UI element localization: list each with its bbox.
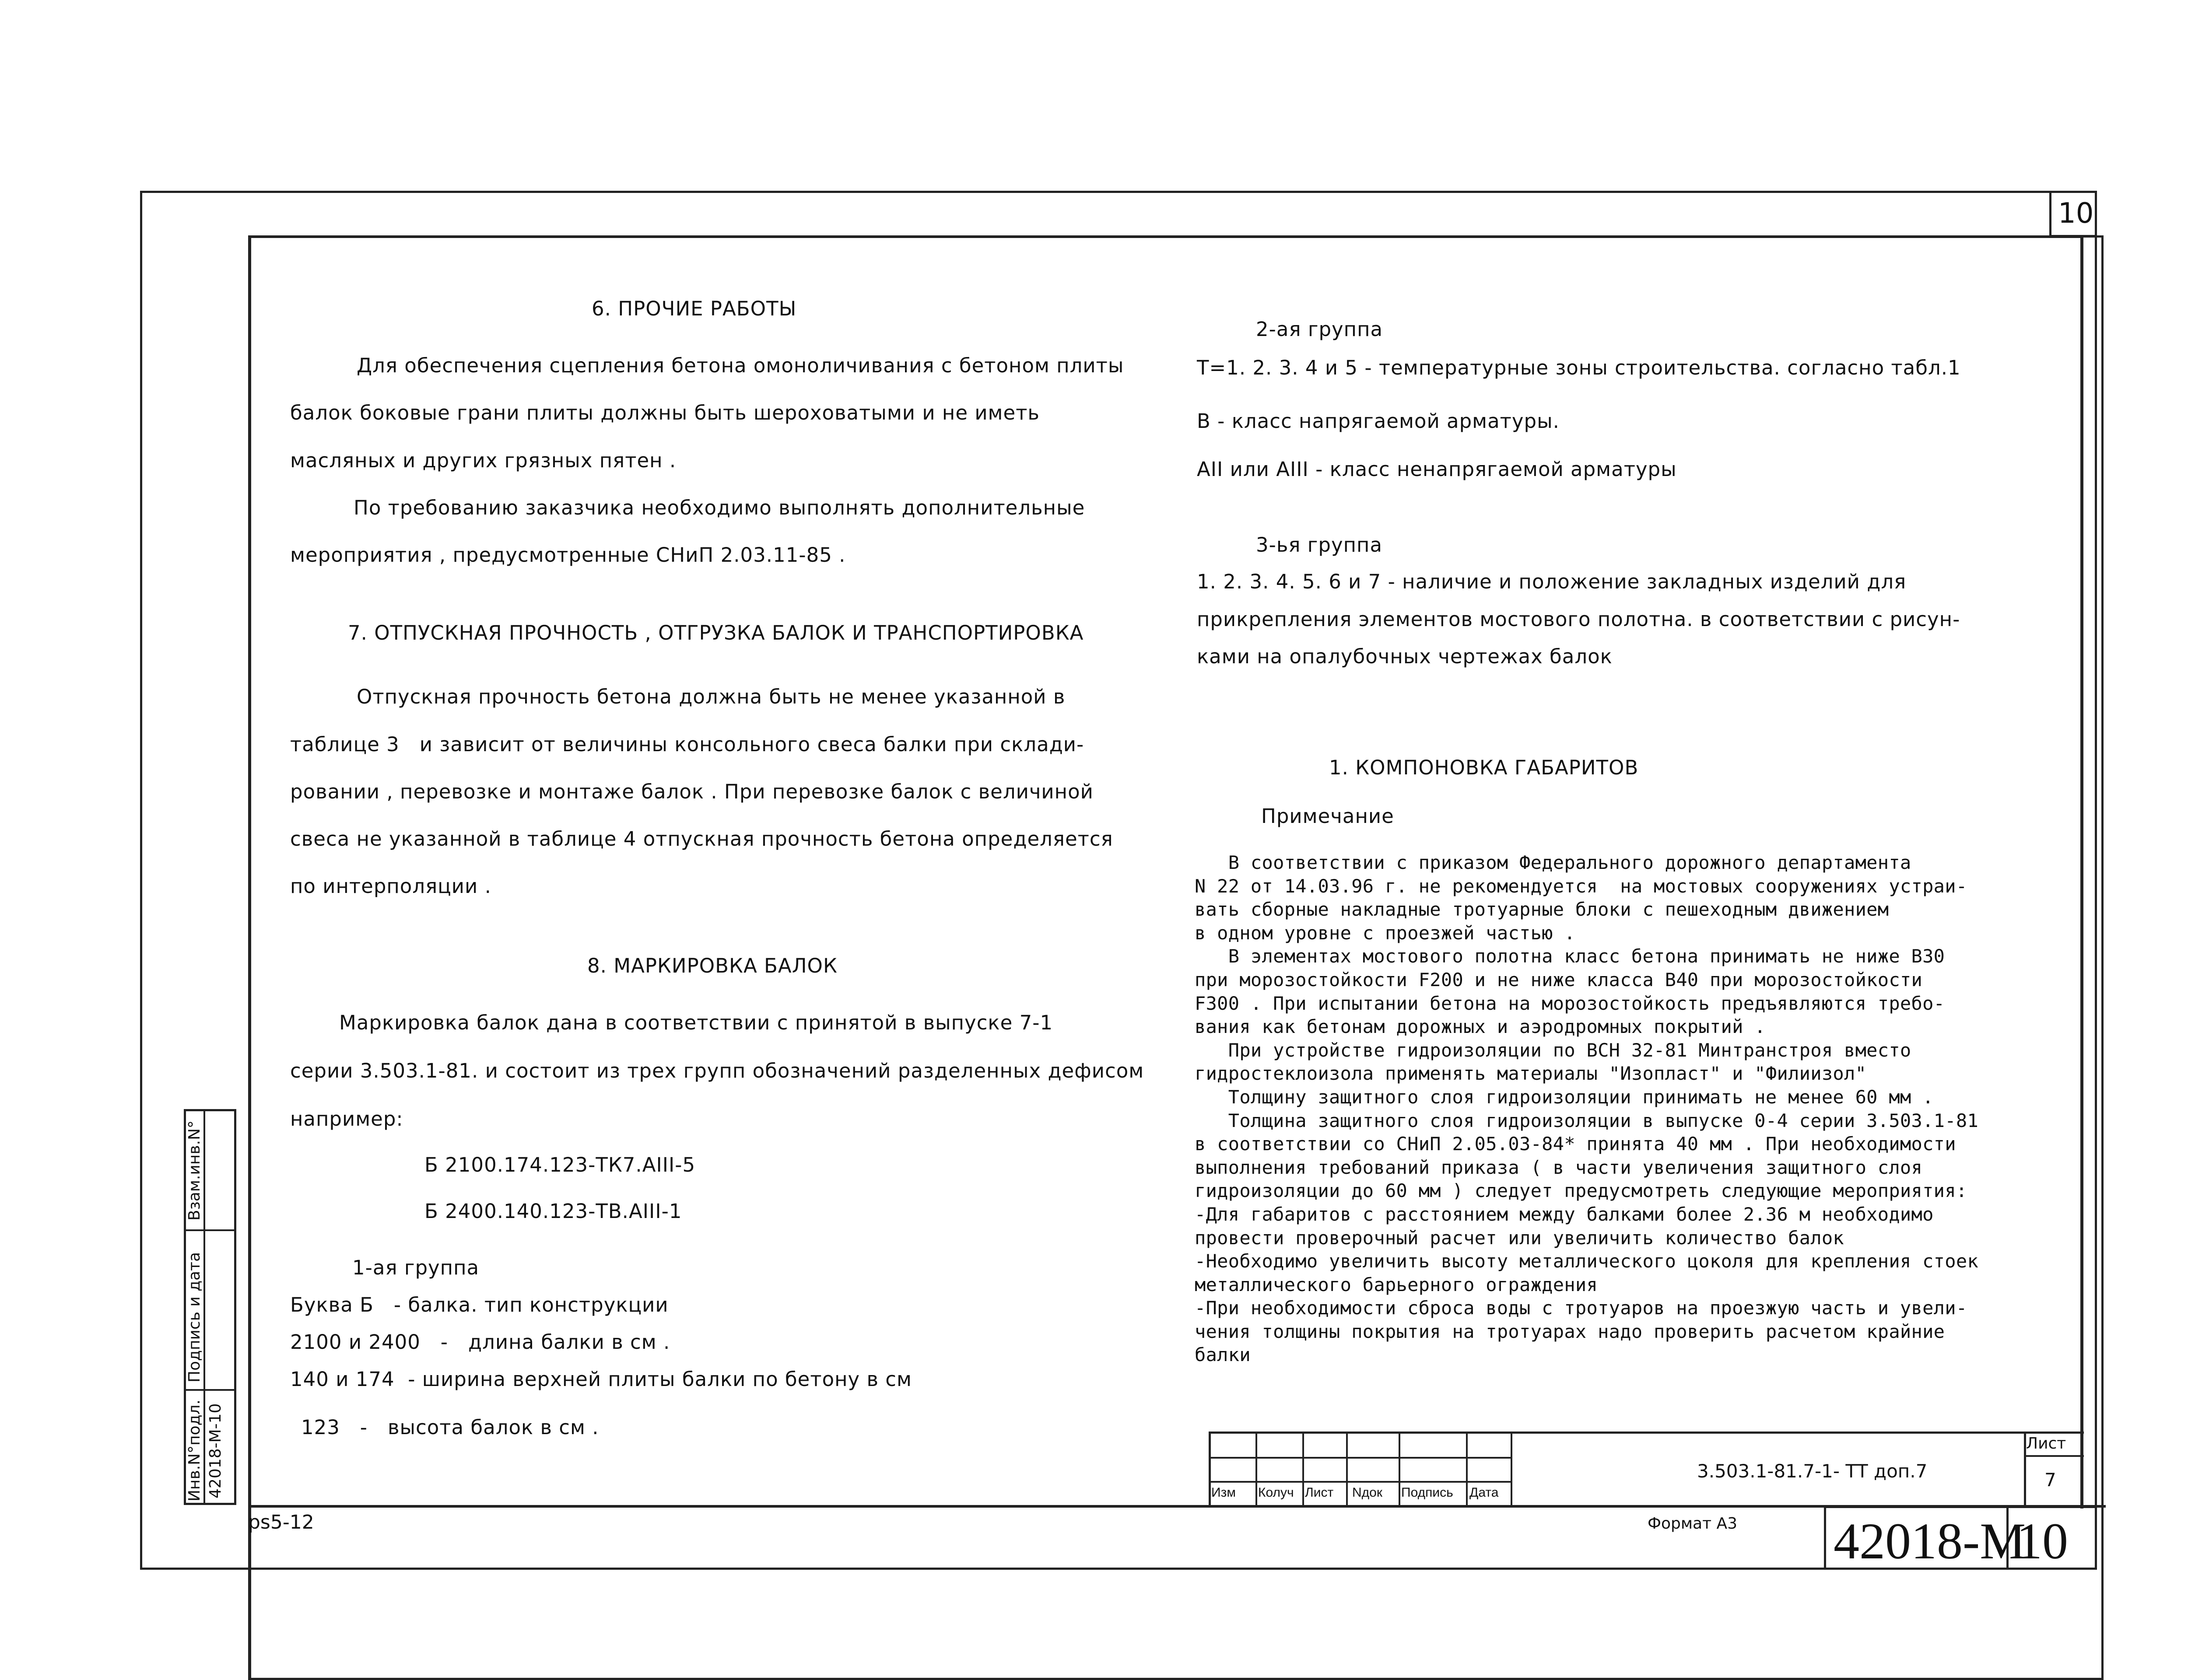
title-block [1209,1432,2084,1508]
rev-header-podpis: Подпись [1401,1485,1453,1500]
section-7-line: свеса не указанной в таблице 4 отпускная прочность бетона определяется [290,827,1113,850]
note-line: вать сборные накладные тротуарные блоки с пешеходным движением [1195,899,1889,920]
group-1-line: 123 - высота балок в см . [301,1416,599,1439]
side-stamp-divider [184,1229,236,1231]
sheet-label: Лист [2026,1435,2066,1452]
note-line: вания как бетонам дорожных и аэродромных покрытий . [1195,1016,1766,1038]
right-strip [2081,235,2083,1508]
group-2-line: Т=1. 2. 3. 4 и 5 - температурные зоны строительства. согласно табл.1 [1197,356,1961,379]
note-line: металлического барьерного ограждения [1195,1274,1598,1295]
note-block [1195,851,2070,1367]
note-line: При устройстве гидроизоляции по ВСН 32-81 Минтранстроя вместо [1195,1039,1911,1061]
note-line: В соответствии с приказом Федерального дорожного департамента [1195,852,1911,873]
section-1-title: 1. КОМПОНОВКА ГАБАРИТОВ [1329,756,1639,779]
side-stamp-divider [203,1109,205,1505]
section-6-line: балок боковые грани плиты должны быть шероховатыми и не иметь [290,401,1040,424]
note-line: гидростеклоизола применять материалы "Изопласт" и "Филиизол" [1195,1063,1867,1085]
section-6-line: масляных и других грязных пятен . [290,449,677,472]
side-stamp-divider [184,1389,236,1391]
marking-example: Б 2400.140.123-ТВ.АIII-1 [424,1200,682,1223]
group-3-line: 1. 2. 3. 4. 5. 6 и 7 - наличие и положение закладных изделий для [1197,570,1907,593]
sheet-number: 7 [2044,1469,2056,1491]
inv-label: Инв.N°подл. [186,1400,203,1502]
note-line: чения толщины покрытия на тротуарах надо проверить расчетом крайние [1195,1320,1945,1342]
note-line: -При необходимости сброса воды с тротуаров на проезжую часть и увели- [1195,1297,1967,1319]
note-title: Примечание [1261,805,1394,828]
section-7-line: таблице 3 и зависит от величины консольного свеса балки при склади- [290,733,1084,756]
note-line: -Для габаритов с расстоянием между балками более 2.36 м необходимо [1195,1203,1934,1225]
rev-header-koluch: Колуч [1258,1485,1294,1500]
note-line: -Необходимо увеличить высоту металлического цоколя для крепления стоек [1195,1250,1979,1272]
group-3-title: 3-ья группа [1256,533,1383,556]
section-8-line: серии 3.503.1-81. и состоит из трех групп обозначений разделенных дефисом [290,1059,1144,1082]
marking-example: Б 2100.174.123-ТК7.АIII-5 [424,1153,696,1176]
group-1-line: 2100 и 2400 - длина балки в см . [290,1330,670,1354]
group-3-line: прикрепления элементов мостового полотна. в соответствии с рисун- [1197,608,1960,631]
section-6-line: По требованию заказчика необходимо выполнять дополнительные [354,496,1085,519]
group-1-title: 1-ая группа [352,1256,480,1279]
format-label: Формат А3 [1648,1515,1738,1533]
group-1-line: Буква Б - балка. тип конструкции [290,1293,669,1316]
note-line: Толщину защитного слоя гидроизоляции принимать не менее 60 мм . [1195,1086,1934,1108]
rev-row [1209,1457,1511,1459]
rev-header-list: Лист [1305,1485,1334,1500]
rev-col [1511,1432,1512,1506]
rev-col [1346,1432,1348,1506]
corner-number: 10 [2058,197,2094,230]
note-line: F300 . При испытании бетона на морозостойкость предъявляются требо- [1195,992,1945,1014]
section-6-line: Для обеспечения сцепления бетона омоноличивания с бетоном плиты [357,354,1124,377]
note-line: выполнения требований приказа ( в части увеличения защитного слоя [1195,1156,1923,1178]
note-line: в одном уровне с проезжей частью . [1195,922,1575,944]
rev-row [1209,1481,1511,1483]
section-6-line: мероприятия , предусмотренные СНиП 2.03.11-85 . [290,543,846,567]
page-number: 10 [2016,1512,2068,1570]
sign-date-label: Подпись и дата [186,1252,203,1382]
section-8-title: 8. МАРКИРОВКА БАЛОК [587,954,838,977]
section-7-line: Отпускная прочность бетона должна быть не менее указанной в [357,685,1066,708]
document-code: 3.503.1-81.7-1- ТТ доп.7 [1697,1460,1928,1482]
note-line: гидроизоляции до 60 мм ) следует предусмотреть следующие мероприятия: [1195,1180,1967,1202]
rev-col [1399,1432,1400,1506]
group-3-line: ками на опалубочных чертежах балок [1197,645,1613,668]
rev-header-ndok: Nдок [1352,1485,1382,1500]
inv-value: 42018-М-10 [207,1403,224,1498]
section-6-title: 6. ПРОЧИЕ РАБОТЫ [592,297,797,320]
note-line: в соответствии со СНиП 2.05.03-84* принята 40 мм . При необходимости [1195,1133,1956,1155]
replace-inv-label: Взам.инв.N° [186,1120,203,1221]
section-8-line: например: [290,1107,403,1130]
archive-number: 42018-М [1834,1512,2026,1570]
stamp-code: ps5-12 [248,1511,314,1533]
rev-header-data: Дата [1469,1485,1499,1500]
note-line: провести проверочный расчет или увеличить количество балок [1195,1227,1844,1249]
section-7-line: по интерполяции . [290,875,491,898]
note-line: В элементах мостового полотна класс бетона принимать не ниже В30 [1195,945,1945,967]
rev-col [1255,1432,1257,1506]
group-1-line: 140 и 174 - ширина верхней плиты балки по бетону в см [290,1368,912,1391]
group-2-title: 2-ая группа [1256,318,1383,341]
sheet-cell-divider [2024,1455,2084,1457]
group-2-line: В - класс напрягаемой арматуры. [1197,410,1560,433]
note-line: балки [1195,1344,1251,1366]
rev-header-izm: Изм [1211,1485,1236,1500]
note-line: при морозостойкости F200 и не ниже класса В40 при морозостойкости [1195,969,1923,990]
section-7-title: 7. ОТПУСКНАЯ ПРОЧНОСТЬ , ОТГРУЗКА БАЛОК И ТРАНСПОРТИРОВКА [348,621,1084,644]
rev-col [1466,1432,1468,1506]
note-line: Толщина защитного слоя гидроизоляции в выпуске 0-4 серии 3.503.1-81 [1195,1110,1979,1131]
section-8-line: Маркировка балок дана в соответствии с принятой в выпуске 7-1 [339,1011,1053,1034]
note-line: N 22 от 14.03.96 г. не рекомендуется на мостовых сооружениях устраи- [1195,875,1967,897]
rev-col [1302,1432,1304,1506]
section-7-line: ровании , перевозке и монтаже балок . При перевозке балок с величиной [290,780,1094,803]
group-2-line: АII или АIII - класс ненапрягаемой арматуры [1197,458,1677,481]
